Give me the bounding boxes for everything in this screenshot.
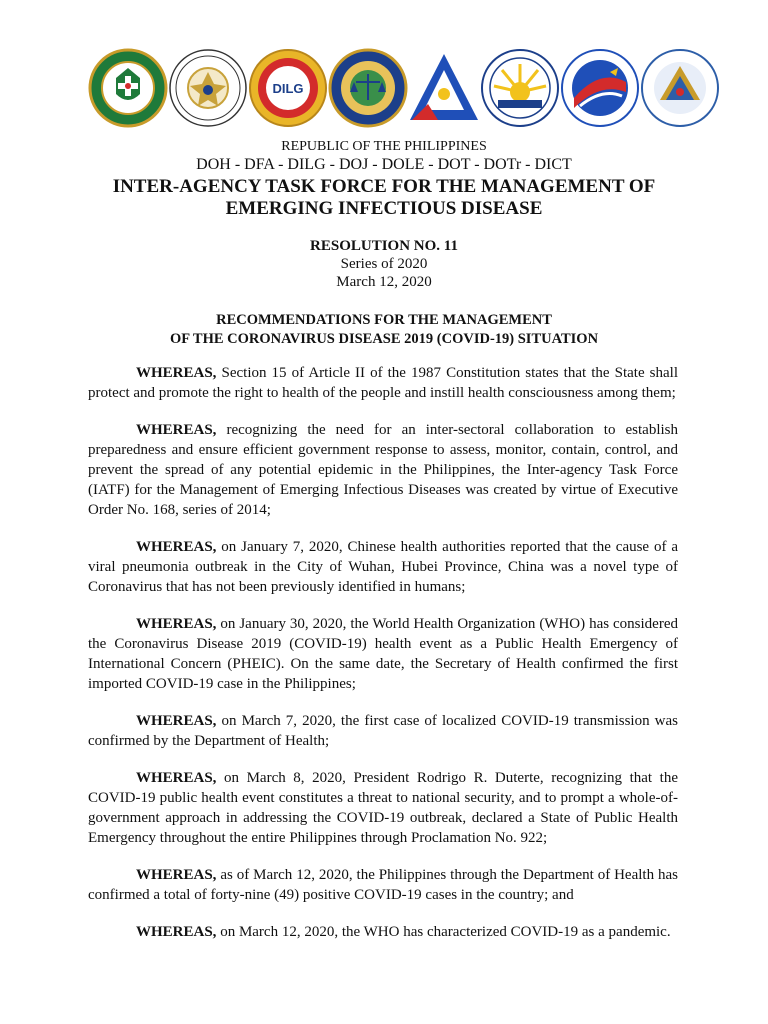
taskforce-title-line1: INTER-AGENCY TASK FORCE FOR THE MANAGEMENT OF [112, 176, 656, 197]
resolution-date: March 12, 2020 [336, 274, 432, 290]
whereas-paragraph [88, 420, 678, 520]
whereas-paragraph [88, 537, 678, 597]
whereas-text: on March 8, 2020, President Rodrigo R. Duterte, recognizing that the COVID-19 public health event constitutes a threat to national security, and to prompt a whole-of-government approach in addressing the COVID-19 outbreak, declared a State of Public Health Emergency throughout the entire Philippines through Proclamation No. 922; [88, 770, 678, 846]
whereas-lead: WHEREAS, [136, 422, 217, 438]
agency-logos-row [88, 42, 688, 134]
taskforce-title-line2: EMERGING INFECTIOUS DISEASE [225, 198, 543, 219]
whereas-lead: WHEREAS, [136, 867, 217, 883]
resolution-number: RESOLUTION NO. 11 [310, 238, 458, 254]
taskforce-title [0, 176, 768, 220]
whereas-lead: WHEREAS, [136, 713, 217, 729]
whereas-paragraph [88, 614, 678, 694]
whereas-text: on March 7, 2020, the first case of localized COVID-19 transmission was confirmed by the Department of Health; [88, 713, 678, 749]
svg-text:DILG: DILG [272, 81, 304, 96]
whereas-paragraph [88, 922, 678, 942]
dict-seal-icon [640, 48, 720, 128]
whereas-lead: WHEREAS, [136, 924, 217, 940]
whereas-text: on March 12, 2020, the WHO has characterized COVID-19 as a pandemic. [216, 924, 671, 940]
whereas-text: Section 15 of Article II of the 1987 Constitution states that the State shall protect and promote the right to health of the people and instill health consciousness among them; [88, 365, 678, 401]
whereas-paragraph [88, 363, 678, 403]
whereas-lead: WHEREAS, [136, 539, 217, 555]
whereas-text: on January 30, 2020, the World Health Organization (WHO) has considered the Coronavirus Disease 2019 (COVID-19) health event as a Public Health Emergency of International Concern (PHEIC). On the same date, the Secretary of Health confirmed the first imported COVID-19 case in the Philippines; [88, 616, 678, 692]
resolution-body [88, 363, 678, 959]
whereas-lead: WHEREAS, [136, 770, 217, 786]
dfa-seal-icon [168, 48, 248, 128]
whereas-paragraph [88, 865, 678, 905]
resolution-series: Series of 2020 [340, 256, 428, 272]
whereas-text: recognizing the need for an inter-sectoral collaboration to establish preparedness and ensure efficient government response to assess, monitor, contain, control, and prevent the spread of any potential epidemic in the Philippines, the Inter-agency Task Force (IATF) for the Management of Emerging Infectious Diseases was created by virtue of Executive Order No. 168, series of 2014; [88, 422, 678, 518]
whereas-text: as of March 12, 2020, the Philippines through the Department of Health has confirmed a total of forty-nine (49) positive COVID-19 cases in the country; and [88, 867, 678, 903]
whereas-lead: WHEREAS, [136, 616, 217, 632]
dot-seal-icon [480, 48, 560, 128]
whereas-text: on January 7, 2020, Chinese health authorities reported that the cause of a viral pneumonia outbreak in the City of Wuhan, Hubei Province, China was a novel type of Coronavirus that has not been previously identified in humans; [88, 539, 678, 595]
whereas-lead: WHEREAS, [136, 365, 217, 381]
resolution-title [0, 311, 768, 349]
dotr-seal-icon [560, 48, 640, 128]
doh-seal-icon [88, 48, 168, 128]
whereas-paragraph [88, 711, 678, 751]
dilg-seal-icon [248, 48, 328, 128]
whereas-paragraph [88, 768, 678, 848]
doj-seal-icon [328, 48, 408, 128]
agencies-line: DOH - DFA - DILG - DOJ - DOLE - DOT - DOTr - DICT [196, 156, 572, 173]
republic-heading: REPUBLIC OF THE PHILIPPINES [281, 139, 487, 154]
dole-triangle-icon [408, 48, 480, 128]
resolution-title-line2: OF THE CORONAVIRUS DISEASE 2019 (COVID-19) SITUATION [169, 331, 599, 347]
resolution-title-line1: RECOMMENDATIONS FOR THE MANAGEMENT [216, 312, 552, 328]
